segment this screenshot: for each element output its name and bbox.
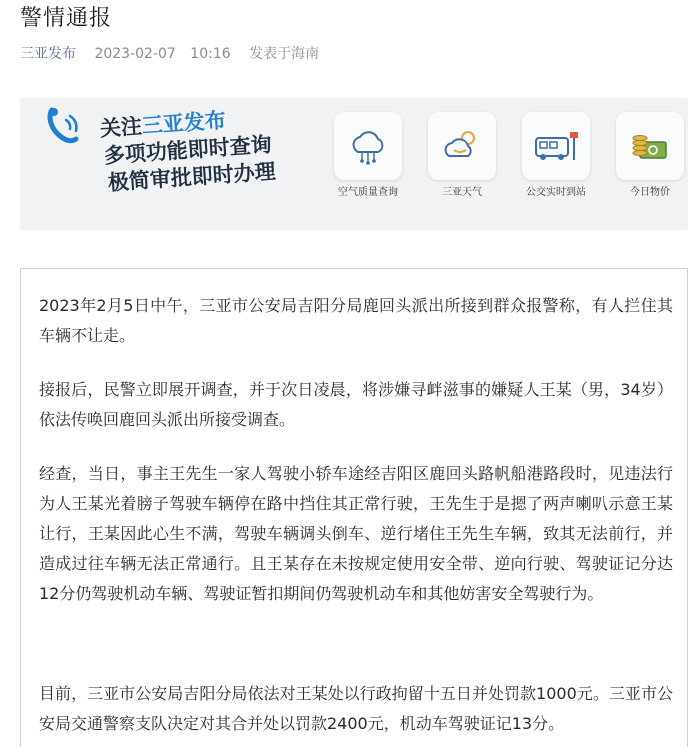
bus-icon xyxy=(532,124,580,168)
source-account-link[interactable]: 三亚发布 xyxy=(20,46,76,62)
service-today-prices[interactable]: 今日物价 xyxy=(608,112,688,216)
paragraph: 经查，当日，事主王先生一家人驾驶小轿车途经吉阳区鹿回头路帆船港路段时，见违法行为人王某光着膀子驾驶车辆停在路中挡住其正常行驶，王先生于是摁了两声喇叭示意王某让行，王某因此心生不满，驾驶车辆调头倒车、逆行堵住王先生车辆，致其无法前行，并造成过往车辆无法正常通行。且王某存在未按规定使用安全带、逆向行驶、驾驶证记分达12分仍驾驶机动车辆、驾驶证暂扣期间仍驾驶机动车和其他妨害安全驾驶行为。 xyxy=(39,464,673,603)
service-bus-arrival[interactable]: 公交实时到站 xyxy=(514,112,598,216)
service-weather[interactable]: 三亚天气 xyxy=(420,112,504,216)
paragraph: 2023年2月5日中午，三亚市公安局吉阳分局鹿回头派出所接到群众报警称，有人拦住其车辆不让走。 xyxy=(39,296,673,345)
air-quality-cloud-icon xyxy=(346,124,390,168)
banner-slogan xyxy=(99,108,277,197)
publish-date: 2023-02-07 xyxy=(94,46,176,62)
paragraph: 接报后，民警立即展开调查，并于次日凌晨，将涉嫌寻衅滋事的嫌疑人王某（男，34岁）依法传唤回鹿回头派出所接受调查。 xyxy=(39,380,673,429)
article-body xyxy=(20,268,688,747)
slogan-line-2: 多项功能即时查询 xyxy=(103,132,273,168)
promo-banner[interactable] xyxy=(20,98,688,230)
service-air-quality[interactable]: 空气质量查询 xyxy=(326,112,410,216)
publish-location: 发表于海南 xyxy=(249,46,320,62)
phone-logo-icon xyxy=(46,106,80,146)
slogan-line-1: 关注三亚发布 xyxy=(99,108,227,141)
publish-time: 10:16 xyxy=(190,46,231,62)
paragraph: 目前，三亚市公安局吉阳分局依法对王某处以行政拘留十五日并处罚款1000元。三亚市公安局交通警察支队决定对其合并处以罚款2400元，机动车驾驶证记13分。 xyxy=(39,684,673,733)
money-coins-icon xyxy=(628,124,672,168)
slogan-line-3: 极简审批即时办理 xyxy=(107,159,277,195)
article-title: 警情通报 xyxy=(20,6,113,31)
article-meta xyxy=(20,44,319,64)
weather-icon xyxy=(440,124,484,168)
